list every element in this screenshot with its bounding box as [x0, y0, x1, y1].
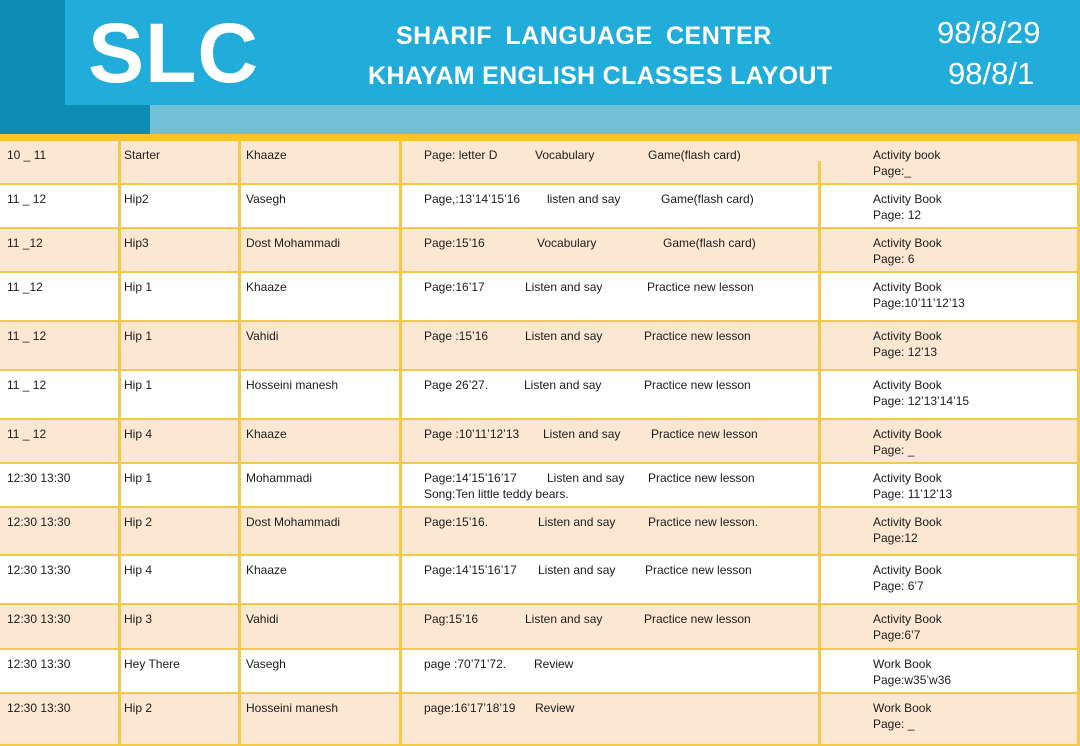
level-cell: Hip 2 — [124, 515, 153, 529]
book-cell: Work Book — [873, 701, 932, 715]
activity-secondary-cell: Game(flash card) — [663, 236, 756, 250]
activity-secondary-cell: Practice new lesson — [644, 612, 751, 626]
teacher-cell: Vahidi — [246, 329, 279, 343]
book-page-cell: Page:12 — [873, 531, 918, 545]
level-cell: Hey There — [124, 657, 180, 671]
teacher-cell: Vahidi — [246, 612, 279, 626]
teacher-cell: Khaaze — [246, 563, 287, 577]
activity-secondary-cell: Practice new lesson — [644, 329, 751, 343]
table-row — [0, 273, 1080, 322]
table-row — [0, 185, 1080, 229]
page-cell: Page:14’15’16’17 — [424, 563, 517, 577]
book-page-cell: Page:w35’w36 — [873, 673, 952, 687]
column-divider-book — [818, 161, 821, 746]
book-cell: Activity Book — [873, 563, 942, 577]
book-page-cell: Page: 12’13 — [873, 345, 938, 359]
page-cell: Page :10’11’12’13 — [424, 427, 520, 441]
table-row — [0, 371, 1080, 420]
teacher-cell: Khaaze — [246, 427, 287, 441]
book-page-cell: Page: 12 — [873, 208, 922, 222]
book-page-cell: Page: 6’7 — [873, 579, 924, 593]
book-cell: Activity Book — [873, 329, 942, 343]
time-cell: 12:30 13:30 — [7, 612, 71, 626]
level-cell: Starter — [124, 148, 161, 162]
activity-secondary-cell: Practice new lesson — [648, 471, 755, 485]
activity-cell: listen and say — [547, 192, 621, 206]
activity-cell: Listen and say — [525, 329, 603, 343]
header-divider — [0, 134, 1080, 141]
table-row — [0, 141, 1080, 185]
page-cell: Page 26’27. — [424, 378, 489, 392]
activity-cell: Listen and say — [538, 563, 616, 577]
book-cell: Activity Book — [873, 427, 942, 441]
book-page-cell: Page: _ — [873, 443, 915, 457]
table-row — [0, 556, 1080, 605]
level-cell: Hip 1 — [124, 378, 153, 392]
activity-secondary-cell: Practice new lesson — [644, 378, 751, 392]
table-row — [0, 420, 1080, 464]
center-title: SHARIF LANGUAGE CENTER — [396, 22, 772, 50]
activity-secondary-cell: Practice new lesson — [651, 427, 758, 441]
teacher-cell: Hosseini manesh — [246, 378, 339, 392]
time-cell: 12:30 13:30 — [7, 701, 71, 715]
teacher-cell: Khaaze — [246, 148, 287, 162]
level-cell: Hip2 — [124, 192, 149, 206]
time-cell: 11 _ 12 — [7, 329, 47, 343]
book-cell: Activity Book — [873, 378, 942, 392]
activity-cell: Vocabulary — [537, 236, 597, 250]
page-cell: page :70’71’72. — [424, 657, 507, 671]
activity-cell: Listen and say — [524, 378, 602, 392]
level-cell: Hip 1 — [124, 329, 153, 343]
activity-cell: Listen and say — [547, 471, 625, 485]
schedule-table — [0, 141, 1080, 746]
teacher-cell: Hosseini manesh — [246, 701, 339, 715]
table-row — [0, 229, 1080, 273]
date-primary: 98/8/29 — [937, 15, 1041, 50]
book-cell: Activity Book — [873, 515, 942, 529]
activity-cell: Review — [534, 657, 574, 671]
book-cell: Activity Book — [873, 192, 942, 206]
column-divider-teacher — [238, 141, 241, 746]
column-divider-level — [118, 141, 121, 746]
table-row — [0, 508, 1080, 556]
table-row — [0, 605, 1080, 650]
date-secondary: 98/8/1 — [948, 56, 1035, 91]
page-cell: Page,:13’14’15’16 — [424, 192, 521, 206]
book-page-cell: Page: 11’12’13 — [873, 487, 953, 501]
book-page-cell: Page: 12’13’14’15 — [873, 394, 970, 408]
activity-cell: Listen and say — [543, 427, 621, 441]
teacher-cell: Dost Mohammadi — [246, 236, 341, 250]
time-cell: 12:30 13:30 — [7, 471, 71, 485]
book-cell: Activity book — [873, 148, 941, 162]
activity-secondary-cell: Practice new lesson — [645, 563, 752, 577]
layout-title: KHAYAM ENGLISH CLASSES LAYOUT — [368, 62, 833, 90]
level-cell: Hip 4 — [124, 427, 153, 441]
time-cell: 10 _ 11 — [7, 148, 47, 162]
table-row — [0, 322, 1080, 371]
book-cell: Work Book — [873, 657, 932, 671]
teacher-cell: Khaaze — [246, 280, 287, 294]
level-cell: Hip 2 — [124, 701, 153, 715]
activity-secondary-cell: Game(flash card) — [661, 192, 754, 206]
time-cell: 11 _12 — [7, 236, 43, 250]
page-cell: Page: letter D — [424, 148, 498, 162]
activity-cell: Listen and say — [538, 515, 616, 529]
time-cell: 12:30 13:30 — [7, 563, 71, 577]
page-cell: Page:15’16 — [424, 236, 485, 250]
teacher-cell: Mohammadi — [246, 471, 313, 485]
page-cell: Page:16’17 — [424, 280, 485, 294]
level-cell: Hip3 — [124, 236, 149, 250]
activity-cell: Review — [535, 701, 575, 715]
activity-secondary-cell: Practice new lesson. — [648, 515, 759, 529]
time-cell: 11 _12 — [7, 280, 43, 294]
table-row — [0, 694, 1080, 746]
time-cell: 11 _ 12 — [7, 378, 47, 392]
book-page-cell: Page:10’11’12’13 — [873, 296, 965, 310]
page-cell: page:16’17’18’19 — [424, 701, 516, 715]
book-cell: Activity Book — [873, 471, 942, 485]
teacher-cell: Vasegh — [246, 192, 286, 206]
book-page-cell: Page: _ — [873, 717, 915, 731]
activity-cell: Listen and say — [525, 280, 603, 294]
level-cell: Hip 1 — [124, 280, 153, 294]
activity-cell: Listen and say — [525, 612, 603, 626]
table-row — [0, 464, 1080, 508]
book-page-cell: Page: 6 — [873, 252, 915, 266]
time-cell: 12:30 13:30 — [7, 515, 71, 529]
page-cell: Page :15’16 — [424, 329, 489, 343]
song-cell: Song:Ten little teddy bears. — [424, 487, 569, 501]
book-cell: Activity Book — [873, 280, 942, 294]
page-cell: Page:14’15’16’17 — [424, 471, 517, 485]
page-cell: Page:15’16. — [424, 515, 489, 529]
time-cell: 11 _ 12 — [7, 427, 47, 441]
activity-secondary-cell: Practice new lesson — [647, 280, 754, 294]
book-cell: Activity Book — [873, 612, 942, 626]
level-cell: Hip 1 — [124, 471, 153, 485]
time-cell: 11 _ 12 — [7, 192, 47, 206]
book-cell: Activity Book — [873, 236, 942, 250]
book-page-cell: Page:_ — [873, 164, 912, 178]
teacher-cell: Vasegh — [246, 657, 286, 671]
teacher-cell: Dost Mohammadi — [246, 515, 341, 529]
time-cell: 12:30 13:30 — [7, 657, 71, 671]
level-cell: Hip 3 — [124, 612, 153, 626]
level-cell: Hip 4 — [124, 563, 153, 577]
activity-cell: Vocabulary — [535, 148, 595, 162]
page-cell: Pag:15’16 — [424, 612, 479, 626]
column-divider-page — [399, 141, 402, 746]
activity-secondary-cell: Game(flash card) — [648, 148, 741, 162]
book-page-cell: Page:6’7 — [873, 628, 921, 642]
slc-logo: SLC — [88, 6, 259, 100]
table-row — [0, 650, 1080, 694]
